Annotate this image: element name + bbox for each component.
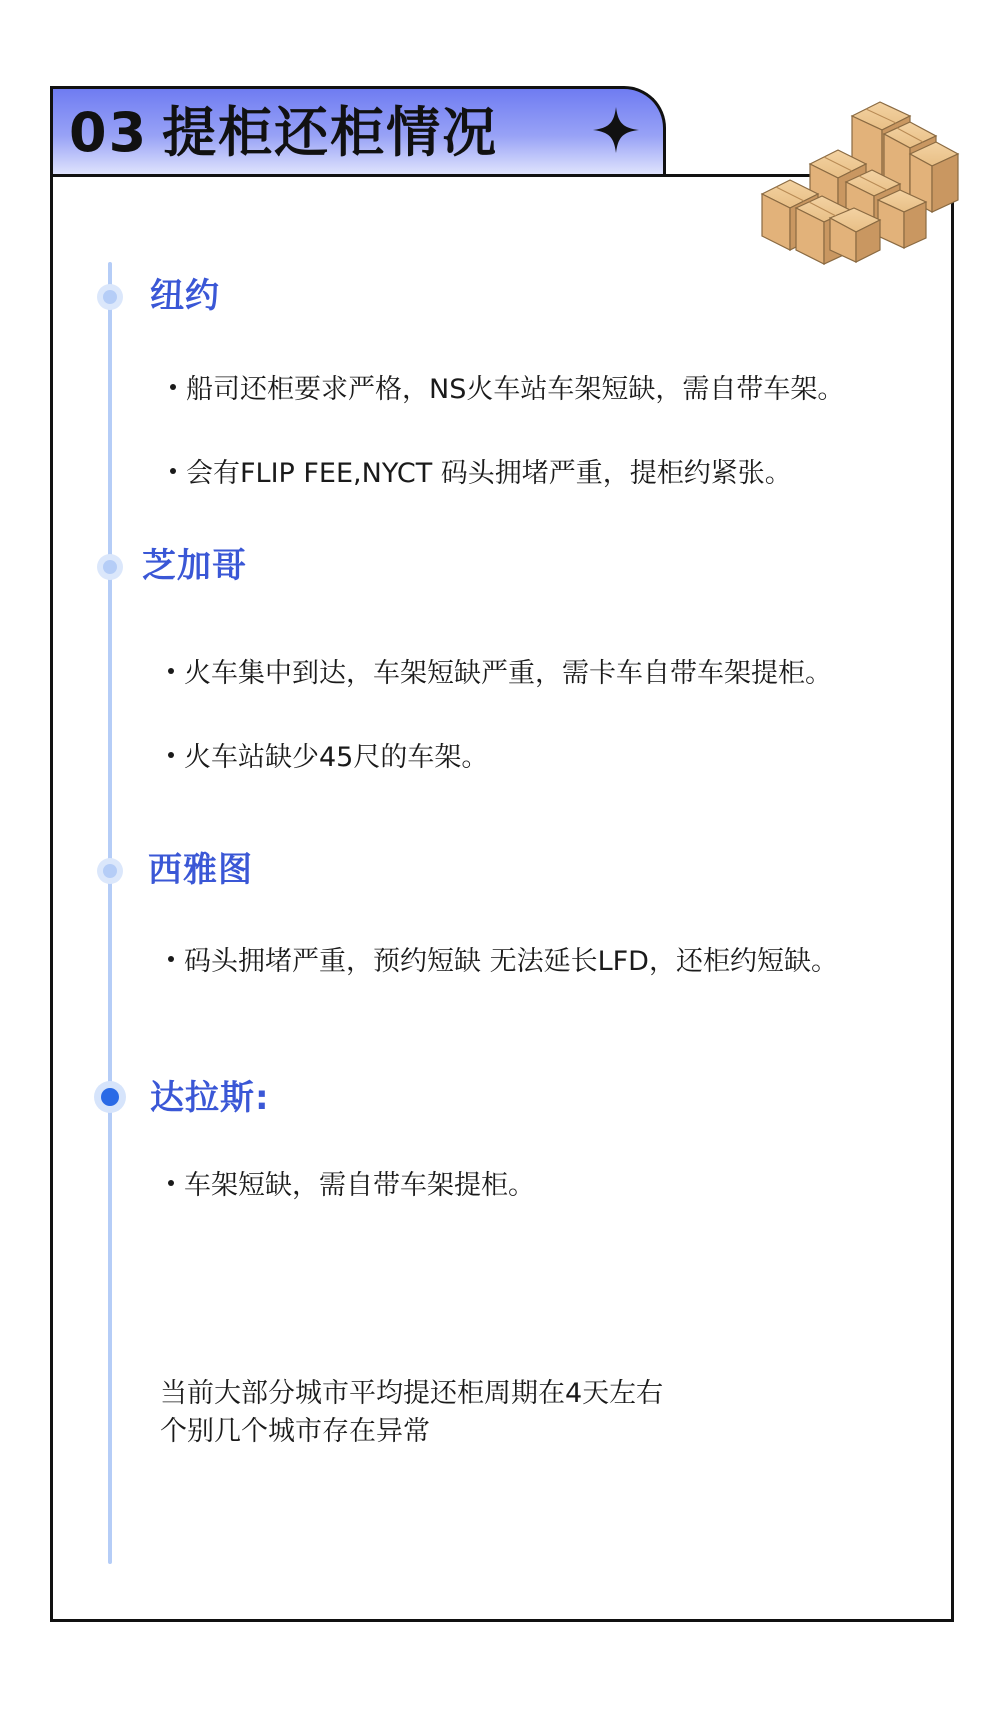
title-number: 03	[69, 101, 149, 164]
bullet-icon	[168, 668, 174, 674]
timeline-dot	[97, 858, 123, 884]
section-heading: 达拉斯:	[150, 1078, 270, 1118]
list-item-text: 火车集中到达，车架短缺严重，需卡车自带车架提柜。	[184, 658, 832, 689]
list-item	[168, 1168, 535, 1204]
bullet-icon	[170, 468, 176, 474]
title-tab	[50, 86, 666, 174]
timeline-dot	[97, 554, 123, 580]
cardboard-boxes-illustration	[760, 90, 960, 266]
list-item	[168, 656, 832, 692]
list-item	[170, 372, 844, 408]
bullet-icon	[168, 752, 174, 758]
summary-line-2: 个别几个城市存在异常	[160, 1416, 430, 1447]
bullet-icon	[170, 384, 176, 390]
list-item	[168, 740, 488, 776]
list-item-text: 车架短缺，需自带车架提柜。	[184, 1170, 535, 1201]
timeline-dot	[97, 284, 123, 310]
list-item-text: 火车站缺少45尺的车架。	[184, 742, 489, 773]
timeline-dot-active	[94, 1081, 126, 1113]
sparkle-icon	[589, 103, 643, 157]
bullet-icon	[168, 956, 174, 962]
list-item	[170, 456, 792, 492]
section-heading: 西雅图	[148, 850, 253, 890]
list-item	[168, 944, 838, 980]
title-label: 提柜还柜情况	[162, 101, 499, 164]
list-item-text: 船司还柜要求严格，NS火车站车架短缺，需自带车架。	[186, 374, 845, 405]
page-title	[69, 97, 498, 169]
section-heading: 芝加哥	[142, 546, 247, 586]
list-item-text: 码头拥堵严重，预约短缺 无法延长LFD，还柜约短缺。	[184, 946, 838, 977]
section-heading: 纽约	[150, 276, 220, 316]
list-item-text: 会有FLIP FEE,NYCT 码头拥堵严重，提柜约紧张。	[186, 458, 792, 489]
timeline-line	[108, 262, 112, 1564]
summary-line-1: 当前大部分城市平均提还柜周期在4天左右	[160, 1378, 664, 1409]
bullet-icon	[168, 1180, 174, 1186]
